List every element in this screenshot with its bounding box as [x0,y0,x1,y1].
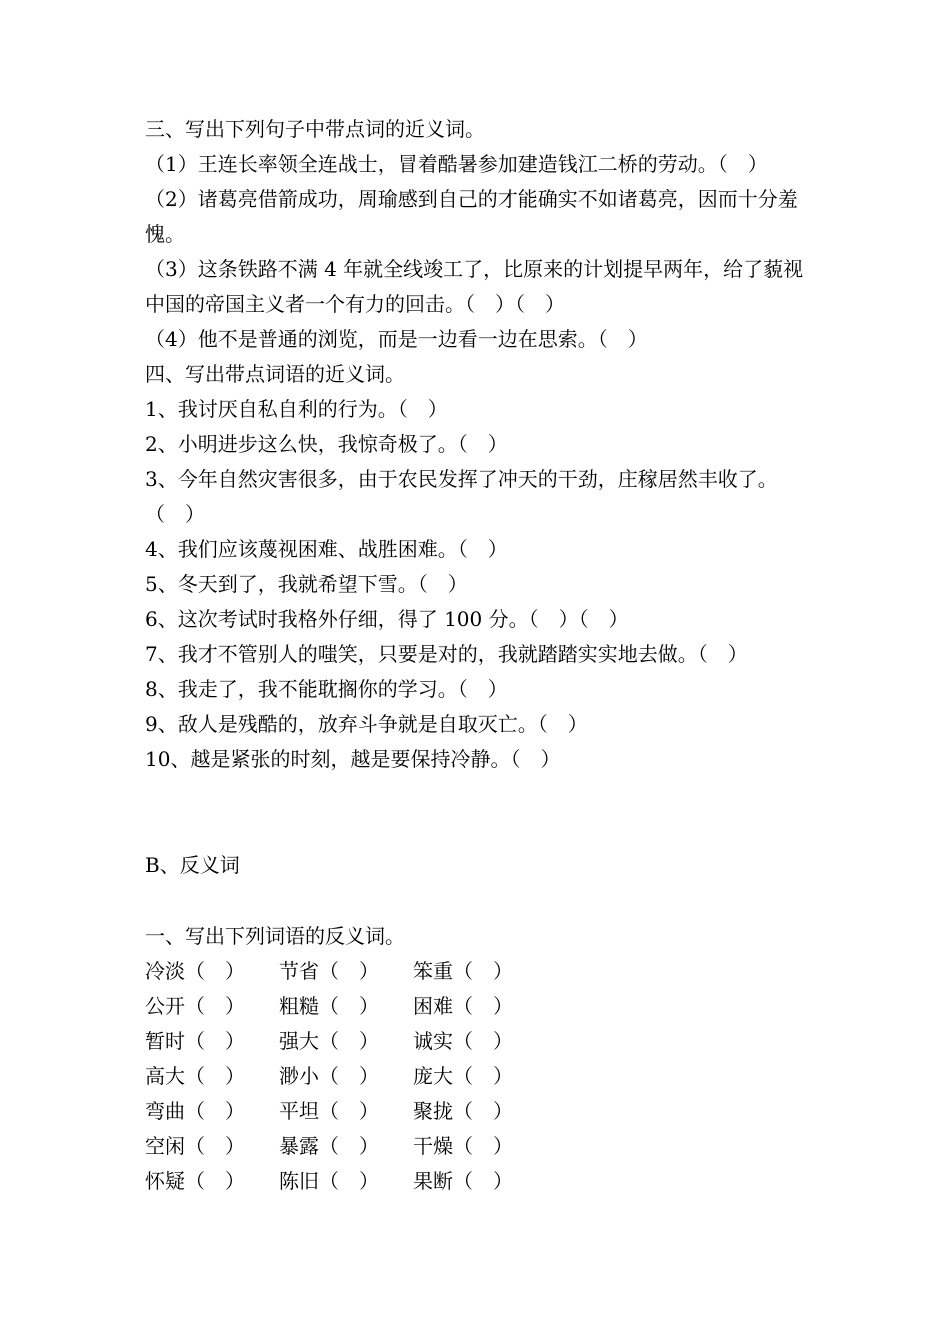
section-4-item-2: 2、小明进步这么快，我惊奇极了。（ ） [145,432,508,456]
antonym-item: 诚实（ ） [413,1029,513,1053]
antonym-item: 冷淡（ ） [145,959,245,983]
antonym-item: 渺小（ ） [279,1064,379,1088]
section-3-item-4: （4）他不是普通的浏览，而是一边看一边在思索。（ ） [145,327,648,351]
antonym-item: 公开（ ） [145,994,245,1018]
antonym-item: 困难（ ） [413,994,513,1018]
antonym-item: 笨重（ ） [413,959,513,983]
antonym-item: 强大（ ） [279,1029,379,1053]
antonym-item: 高大（ ） [145,1064,245,1088]
section-4-title: 四、写出带点词语的近义词。 [145,362,405,386]
antonym-item: 暴露（ ） [279,1134,379,1158]
antonym-item: 弯曲（ ） [145,1099,245,1123]
section-4-item-10: 10、越是紧张的时刻，越是要保持冷静。（ ） [145,747,561,771]
section-4-item-1: 1、我讨厌自私自利的行为。（ ） [145,397,448,421]
section-3-item-1: （1）王连长率领全连战士，冒着酷暑参加建造钱江二桥的劳动。（ ） [145,152,768,176]
section-4-item-4: 4、我们应该蔑视困难、战胜困难。（ ） [145,537,508,561]
section-3-title: 三、写出下列句子中带点词的近义词。 [145,117,485,141]
antonym-item: 节省（ ） [279,959,379,983]
worksheet-page [145,112,810,1199]
section-4-item-6: 6、这次考试时我格外仔细，得了 100 分。（ ）（ ） [145,607,629,631]
section-3-item-2: （2）诸葛亮借箭成功，周瑜感到自己的才能确实不如诸葛亮，因而十分羞愧。 [145,187,798,246]
antonym-item: 平坦（ ） [279,1099,379,1123]
antonym-item: 粗糙（ ） [279,994,379,1018]
antonym-item: 暂时（ ） [145,1029,245,1053]
section-4-item-8: 8、我走了，我不能耽搁你的学习。（ ） [145,677,508,701]
antonym-item: 庞大（ ） [413,1064,513,1088]
antonym-word-grid [145,954,810,1199]
section-4-item-3: 3、今年自然灾害很多，由于农民发挥了冲天的干劲，庄稼居然丰收了。（ ） [145,467,778,526]
section-4-item-7: 7、我才不管别人的嗤笑，只要是对的，我就踏踏实实地去做。（ ） [145,642,748,666]
section-4-item-9: 9、敌人是残酷的，放弃斗争就是自取灭亡。（ ） [145,712,588,736]
section-1-title: 一、写出下列词语的反义词。 [145,924,405,948]
antonym-item: 聚拢（ ） [413,1099,513,1123]
antonym-item: 怀疑（ ） [145,1169,245,1193]
antonym-item: 陈旧（ ） [279,1169,379,1193]
section-4-item-5: 5、冬天到了，我就希望下雪。（ ） [145,572,468,596]
part-b-title: B、反义词 [145,853,240,877]
spacer [145,777,810,848]
spacer [145,883,810,919]
antonym-item: 果断（ ） [413,1169,513,1193]
antonym-item: 干燥（ ） [413,1134,513,1158]
antonym-item: 空闲（ ） [145,1134,245,1158]
section-3-item-3: （3）这条铁路不满 4 年就全线竣工了，比原来的计划提早两年，给了藐视中国的帝国主义者一个有力的回击。（ ）（ ） [145,257,804,316]
